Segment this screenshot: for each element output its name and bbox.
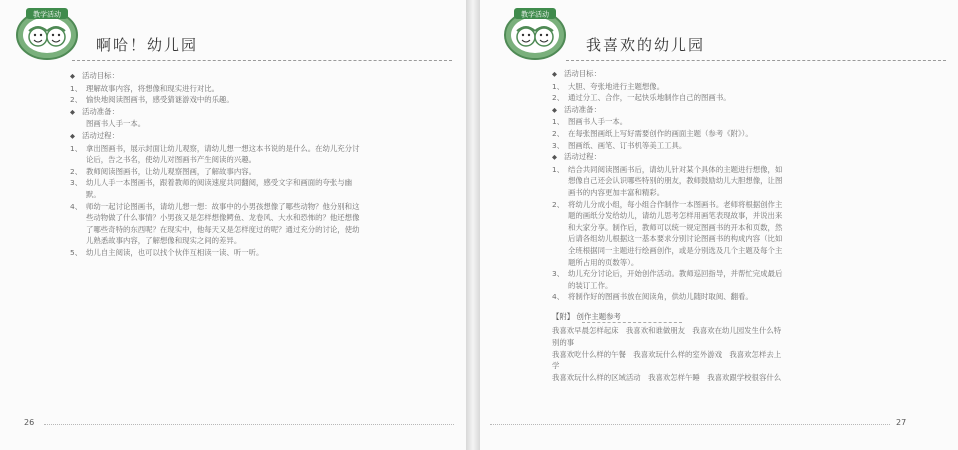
section-heading: ◆ 活动目标：	[70, 70, 360, 83]
section-heading: ◆ 活动过程：	[552, 151, 784, 164]
list-item: 3、 幼儿充分讨论后，开始创作活动。教师巡回指导，并帮忙完成最后的装订工作。	[552, 269, 783, 290]
title-divider	[72, 60, 452, 61]
list-item: 2、 愉快地阅读图画书，感受猜谜游戏中的乐趣。	[70, 95, 234, 105]
appendix-line: 我喜欢玩什么样的区域活动 我喜欢怎样午睡 我喜欢跟学校很容什么	[552, 372, 782, 382]
list-item: 1、 图画书人手一本。	[552, 117, 628, 127]
kids-badge-icon	[502, 5, 568, 61]
list-item: 2、 通过分工、合作，一起快乐地制作自己的图画书。	[552, 93, 731, 103]
footer-divider	[490, 424, 890, 425]
list-item: 1、 大胆、夸张地进行主题想像。	[552, 81, 665, 91]
appendix	[552, 311, 784, 384]
list-item: 1、 结合共同阅读图画书后，请幼儿针对某个具体的主题进行想像，如想像自己还会认识哪些特别的朋友，教师鼓励幼儿大胆想像，让图画书的内容更加丰富和精彩。	[552, 164, 783, 197]
list-item: 2、 将幼儿分成小组，每小组合作制作一本图画书。老师将根据创作主题的画纸分发给幼儿，请幼儿思考怎样用画笔表现故事，并说出来和大家分享。制作后，教师可以统一规定图画书的开本和页数，然后请各组幼儿根据这一基本要求分别讨论图画书的构成内容（比如全班根据同一主题进行绘画创作，或是分别选及几个主题及每个主题所占用的页数等）。	[552, 199, 783, 267]
appendix-divider	[582, 322, 682, 323]
kids-badge-icon	[14, 5, 80, 61]
list-item: 1、 拿出图画书，展示封面让幼儿观察，请幼儿想一想这本书说的是什么。在幼儿充分讨论后，告之书名，使幼儿对图画书产生阅读的兴趣。	[70, 143, 360, 165]
list-item: 3、 幼儿人手一本图画书，跟着教师的阅读速度共同翻阅，感受文字和画面的夸张与幽默。	[70, 178, 353, 199]
lesson-content	[70, 70, 360, 259]
page-number: 26	[24, 418, 35, 427]
diamond-bullet-icon: ◆	[552, 153, 557, 162]
list-item: 4、 师幼一起讨论图画书，请幼儿想一想：故事中的小男孩想像了哪些动物？他分别和这些动物做了什么事情？小男孩又是怎样想像鳄鱼、龙卷风、大水和恐怖的？他还想像了哪些奇特的东西呢？在现实中，他每天又是怎样度过的呢？通过充分的讨论，使幼儿熟悉故事内容，了解想像和现实之间的差异。	[70, 201, 360, 246]
badge-label: 教学活动	[521, 10, 549, 19]
diamond-bullet-icon: ◆	[70, 131, 75, 140]
right-page	[480, 0, 958, 450]
list-item: 2、 教师阅读图画书，让幼儿观察图画，了解故事内容。	[70, 166, 256, 176]
title-divider	[566, 60, 946, 61]
page-title: 啊哈！幼儿园	[96, 36, 199, 54]
list-item: 1、 理解故事内容，将想像和现实进行对比。	[70, 83, 220, 93]
page-title: 我喜欢的幼儿园	[586, 36, 706, 54]
section-heading: ◆ 活动目标：	[552, 68, 784, 81]
section-heading: ◆ 活动准备：	[70, 106, 360, 119]
list-item: 2、 在每张图画纸上写好需要创作的画面主题（参考《附》）。	[552, 128, 753, 138]
diamond-bullet-icon: ◆	[552, 70, 557, 78]
badge-label: 教学活动	[33, 10, 61, 19]
diamond-bullet-icon: ◆	[552, 105, 557, 114]
list-item: 4、 将制作好的图画书放在阅读角，供幼儿随时取阅、翻看。	[552, 292, 753, 302]
book-gutter	[466, 0, 480, 450]
list-item: 5、 幼儿自主阅读，也可以找个伙伴互相读一读、听一听。	[70, 247, 264, 257]
list-item: 图画书人手一本。	[86, 119, 146, 129]
diamond-bullet-icon: ◆	[70, 107, 75, 116]
left-page	[0, 0, 466, 450]
list-item: 3、 图画纸、画笔、订书机等美工工具。	[552, 140, 687, 150]
appendix-line: 我喜欢吃什么样的午餐 我喜欢玩什么样的室外游戏 我喜欢怎样去上学	[552, 349, 782, 371]
diamond-bullet-icon: ◆	[70, 72, 75, 80]
appendix-heading: 【附】 创作主题参考	[552, 311, 621, 321]
appendix-line: 我喜欢早晨怎样起床 我喜欢和谁做朋友 我喜欢在幼儿园发生什么特别的事	[552, 326, 782, 348]
page-number: 27	[896, 418, 907, 427]
section-heading: ◆ 活动准备：	[552, 104, 784, 117]
footer-divider	[44, 424, 454, 425]
section-heading: ◆ 活动过程：	[70, 130, 360, 143]
lesson-content	[552, 68, 784, 383]
